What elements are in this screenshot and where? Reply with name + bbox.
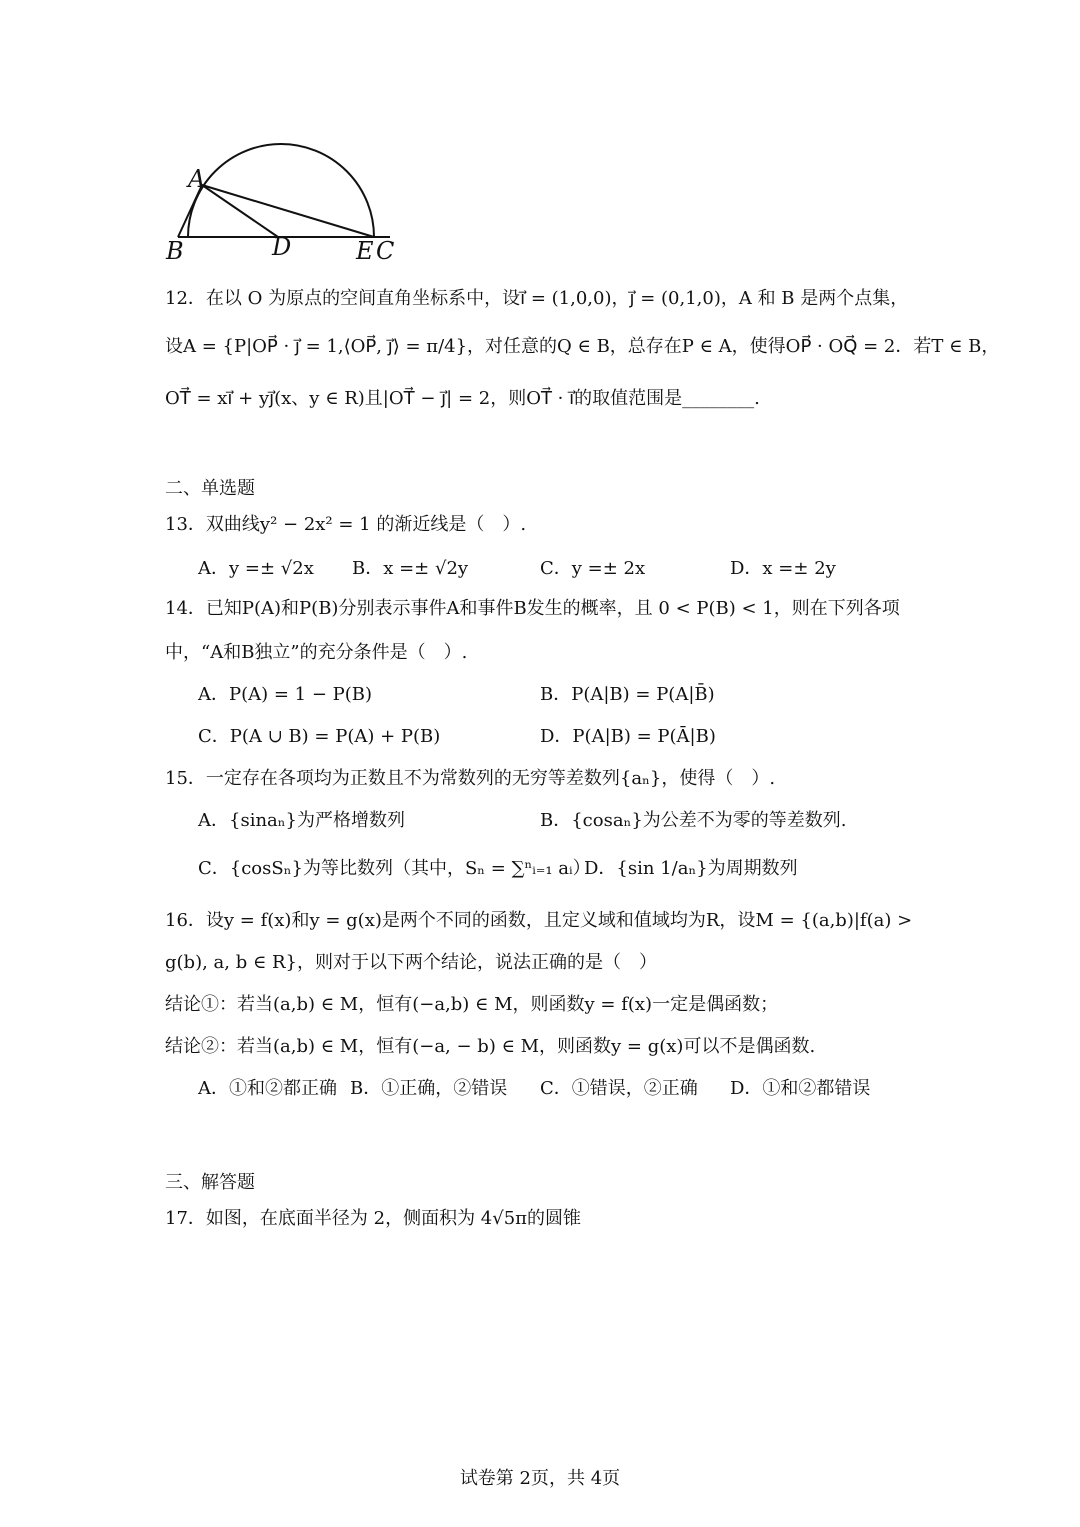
geometry-figure xyxy=(160,135,420,265)
q15-option-c: C．{cosSₙ}为等比数列（其中，Sₙ = ∑ⁿᵢ₌₁ aᵢ） xyxy=(198,858,591,879)
q14-option-a: A．P(A) = 1 − P(B) xyxy=(198,684,373,705)
q16-line1: 16．设y = f(x)和y = g(x)是两个不同的函数，且定义域和值域均为R，设M = {(a,b)|f(a) > xyxy=(165,910,913,931)
semicircle-arc xyxy=(188,144,374,237)
q12-line2: 设A = {P|OP⃗ · j⃗ = 1,⟨OP⃗, j⃗⟩ = π/4}，对任意的Q ∈ B，总存在P ∈ A，使得OP⃗ · OQ⃗ = 2．若T ∈ B， xyxy=(165,336,1000,357)
label-e: E xyxy=(356,237,374,265)
section-title-single-choice: 二、单选题 xyxy=(165,478,255,499)
q15-stem: 15．一定存在各项均为正数且不为常数列的无穷等差数列{aₙ}，使得（ ）. xyxy=(165,768,776,789)
q17-stem: 17．如图，在底面半径为 2，侧面积为 4√5π的圆锥 xyxy=(165,1208,582,1229)
q16-conclusion2: 结论②：若当(a,b) ∈ M，恒有(−a, − b) ∈ M，则函数y = g(x)可以不是偶函数. xyxy=(165,1036,816,1057)
q15-option-b: B．{cosaₙ}为公差不为零的等差数列. xyxy=(540,810,847,831)
q14-option-b: B．P(A|B) = P(A|B̄) xyxy=(540,684,715,705)
q16-option-a: A．①和②都正确 xyxy=(198,1078,337,1099)
segment-ad xyxy=(202,185,278,237)
q13-stem: 13．双曲线y² − 2x² = 1 的渐近线是（ ）. xyxy=(165,514,527,535)
label-b: B xyxy=(166,237,184,265)
q16-line2: g(b), a, b ∈ R}，则对于以下两个结论，说法正确的是（ ） xyxy=(165,952,658,973)
q15-option-a: A．{sinaₙ}为严格增数列 xyxy=(198,810,406,831)
q12-line3: OT⃗ = xi⃗ + yj⃗(x、y ∈ R)且|OT⃗ − j⃗| = 2，则OT⃗ · i⃗的取值范围是________. xyxy=(165,388,760,409)
label-c: C xyxy=(376,237,395,265)
q15-option-d: D．{sin 1/aₙ}为周期数列 xyxy=(584,858,798,879)
q14-line1: 14．已知P(A)和P(B)分别表示事件A和事件B发生的概率，且 0 < P(B) < 1，则在下列各项 xyxy=(165,598,900,619)
label-d: D xyxy=(272,233,292,261)
section-title-answer: 三、解答题 xyxy=(165,1172,255,1193)
segment-ae xyxy=(202,185,374,237)
q13-option-d: D．x =± 2y xyxy=(730,558,836,579)
q16-option-c: C．①错误，②正确 xyxy=(540,1078,698,1099)
q16-conclusion1: 结论①：若当(a,b) ∈ M，恒有(−a,b) ∈ M，则函数y = f(x)一定是偶函数； xyxy=(165,994,779,1015)
page-footer: 试卷第 2页，共 4页 xyxy=(459,1468,621,1489)
q12-line1: 12．在以 O 为原点的空间直角坐标系中，设i⃗ = (1,0,0)，j⃗ = (0,1,0)，A 和 B 是两个点集， xyxy=(165,288,909,309)
q14-line2: 中，“A和B独立”的充分条件是（ ）. xyxy=(165,642,468,663)
q14-option-d: D．P(A|B) = P(Ā|B) xyxy=(540,726,716,747)
q16-option-b: B．①正确，②错误 xyxy=(350,1078,508,1099)
q13-option-a: A．y =± √2x xyxy=(198,558,314,579)
q13-option-c: C．y =± 2x xyxy=(540,558,646,579)
q13-option-b: B．x =± √2y xyxy=(352,558,469,579)
q16-option-d: D．①和②都错误 xyxy=(730,1078,871,1099)
q14-option-c: C．P(A ∪ B) = P(A) + P(B) xyxy=(198,726,441,747)
label-a: A xyxy=(188,165,206,193)
